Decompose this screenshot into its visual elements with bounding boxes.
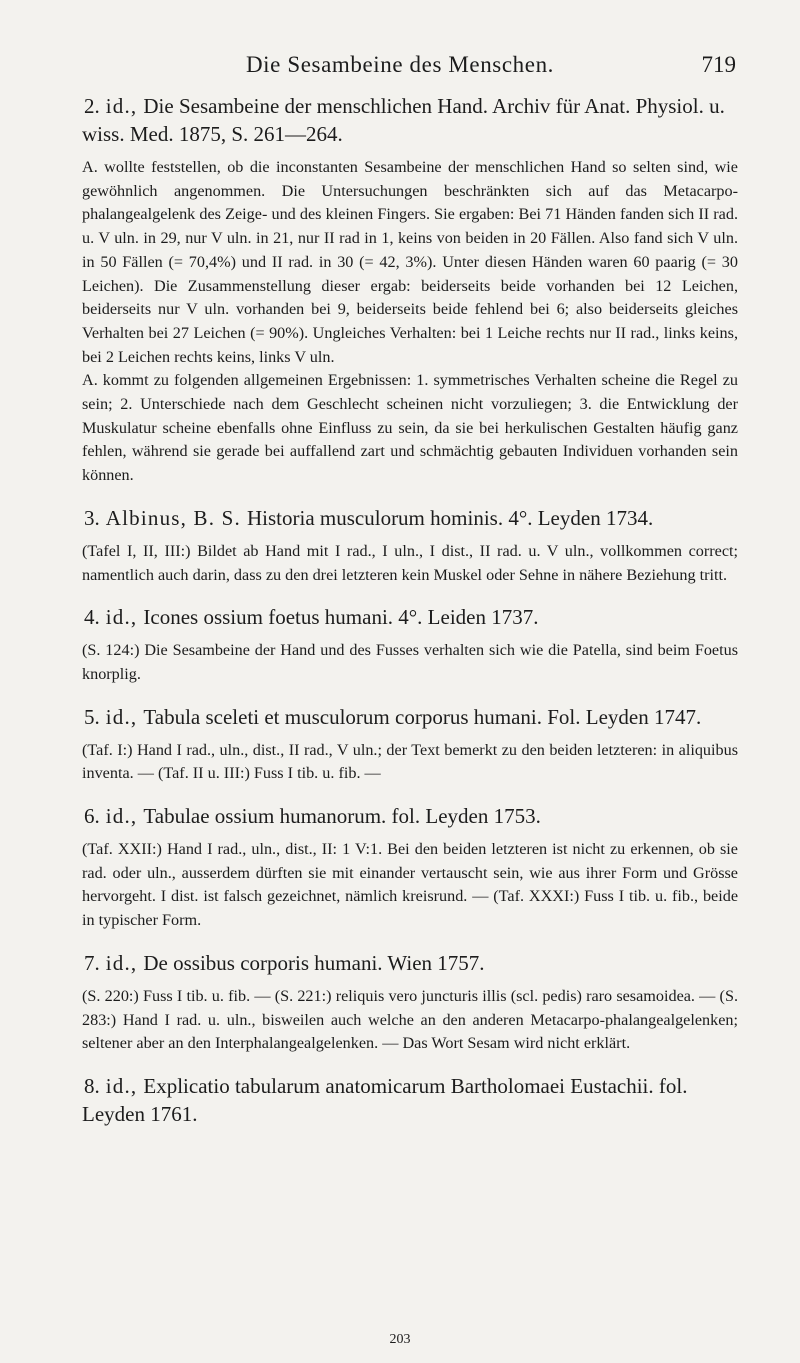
entry-author: id., — [105, 1073, 138, 1098]
bibliography-entry — [82, 802, 738, 933]
entry-heading — [82, 92, 738, 148]
entry-author: id., — [105, 704, 138, 729]
annotation-paragraph: (S. 124:) Die Sesambeine der Hand und des Fusses verhalten sich wie die Patella, sind beim Foetus knorplig. — [82, 641, 738, 683]
entry-number: 5. — [84, 704, 100, 729]
annotation-paragraph: A. kommt zu folgenden allgemeinen Ergebnissen: 1. symmetrisches Verhalten scheine die Regel zu sein; 2. Unterschiede nach dem Geschlecht scheinen nicht vorzuliegen; 3. die Entwicklung der Muskulatur scheine ebenfalls ohne Einfluss zu sein, da sie bei herkulischen Gestalten häufig ganz fehlen, während sie gerade bei auffallend zart und schmächtig gebauten Individuen vorhanden sein können. — [82, 371, 738, 485]
entry-heading — [82, 703, 738, 731]
entry-heading — [82, 949, 738, 977]
entry-heading — [82, 603, 738, 631]
page-number: 719 — [701, 52, 736, 77]
annotation-paragraph: A. wollte feststellen, ob die inconstanten Sesambeine der menschlichen Hand so selten sind, wie gewöhnlich angenommen. Die Untersuchungen beschränkten sich auf das Metacarpo-phalangealgelenk des Zeige- und des kleinen Fingers. Sie ergaben: Bei 71 Händen fanden sich II rad. u. V uln. in 29, nur V uln. in 21, nur II rad in 1, keins von beiden in 20 Fällen. Also fand sich V uln. in 50 Fällen (= 70,4%) und II rad. in 30 (= 42, 3%). Unter diesen Händen waren 60 paarig (= 30 Leichen). Die Zusammenstellung dieser ergab: beiderseits beide vorhanden bei 12 Leichen, beiderseits nur V uln. vorhanden bei 9, beiderseits beide fehlend bei 6; also beiderseits gleiches Verhalten bei 27 Leichen (= 90%). Ungleiches Verhalten: bei 1 Leiche rechts nur II rad., links keins, bei 2 Leichen rechts keins, links V uln. — [82, 158, 738, 366]
entry-spacer — [82, 1128, 738, 1138]
bibliography-entry — [82, 949, 738, 1056]
entry-annotation — [82, 156, 738, 488]
bibliography-entry — [82, 504, 738, 587]
annotation-paragraph: (S. 220:) Fuss I tib. u. fib. — (S. 221:) reliquis vero juncturis illis (scl. pedis) raro sesamoidea. — (S. 283:) Hand I rad. u. uln., bisweilen auch welche an den anderen Metacarpo-phalangealgelenken; seltener aber an den Interphalangealgelenken. — Das Wort Sesam wird nicht erklärt. — [82, 986, 738, 1053]
entry-annotation — [82, 739, 738, 786]
bibliography-entry — [82, 92, 738, 488]
entry-author: id., — [105, 94, 138, 118]
entry-number: 8. — [84, 1073, 100, 1098]
entry-heading — [82, 504, 738, 532]
entry-heading — [82, 802, 738, 830]
entry-annotation — [82, 639, 738, 686]
bibliography-entry — [82, 703, 738, 786]
entry-title: Historia musculorum hominis. 4°. Leyden 1734. — [247, 505, 654, 530]
annotation-paragraph: (Taf. XXII:) Hand I rad., uln., dist., II: 1 V:1. Bei den beiden letzteren ist nicht zu erkennen, ob sie rad. oder uln., ausserdem dürften sie mit einander vertauscht sein, wie aus ihrer Form und Grösse hervorgeht. I dist. ist falsch gezeichnet, nämlich kreisrund. — (Taf. XXXI:) Fuss I tib. u. fib., beide in typischer Form. — [82, 840, 738, 930]
entry-author: Albinus, B. S. — [105, 505, 241, 530]
entry-annotation — [82, 540, 738, 587]
signature-mark: 203 — [389, 1332, 411, 1347]
entry-author: id., — [105, 605, 138, 630]
entry-title: Explicatio tabularum anatomicarum Bartholomaei Eustachii. fol. Leyden 1761. — [82, 1073, 688, 1126]
entry-annotation — [82, 838, 738, 933]
running-head — [0, 52, 800, 80]
entry-author: id., — [105, 804, 138, 829]
entry-title: De ossibus corporis humani. Wien 1757. — [143, 950, 485, 975]
entry-number: 4. — [84, 605, 100, 630]
bibliography-entry — [82, 603, 738, 686]
entry-number: 6. — [84, 804, 100, 829]
entry-number: 2. — [84, 94, 100, 118]
annotation-paragraph: (Taf. I:) Hand I rad., uln., dist., II rad., V uln.; der Text bemerkt zu den beiden letzteren: in aliquibus inventa. — (Taf. II u. III:) Fuss I tib. u. fib. — — [82, 740, 738, 783]
entry-title: Tabulae ossium humanorum. fol. Leyden 1753. — [143, 804, 541, 829]
entry-number: 3. — [84, 505, 100, 530]
annotation-paragraph: (Tafel I, II, III:) Bildet ab Hand mit I rad., I uln., I dist., II rad. u. V uln., vollkommen correct; namentlich auch darin, dass zu den drei letzteren kein Muskel oder Sehne in nähere Beziehung tritt. — [82, 541, 738, 584]
entry-annotation — [82, 985, 738, 1056]
entry-title: Die Sesambeine der menschlichen Hand. Archiv für Anat. Physiol. u. wiss. Med. 1875, S. 261—264. — [82, 94, 725, 146]
entry-author: id., — [105, 950, 138, 975]
entry-heading — [82, 1072, 738, 1128]
entry-title: Tabula sceleti et musculorum corporus humani. Fol. Leyden 1747. — [143, 704, 702, 729]
entry-title: Icones ossium foetus humani. 4°. Leiden 1737. — [143, 605, 539, 630]
bibliography-entry — [82, 1072, 738, 1138]
running-title: Die Sesambeine des Menschen. — [245, 52, 555, 77]
bibliography-list — [82, 92, 738, 1138]
entry-number: 7. — [84, 950, 100, 975]
